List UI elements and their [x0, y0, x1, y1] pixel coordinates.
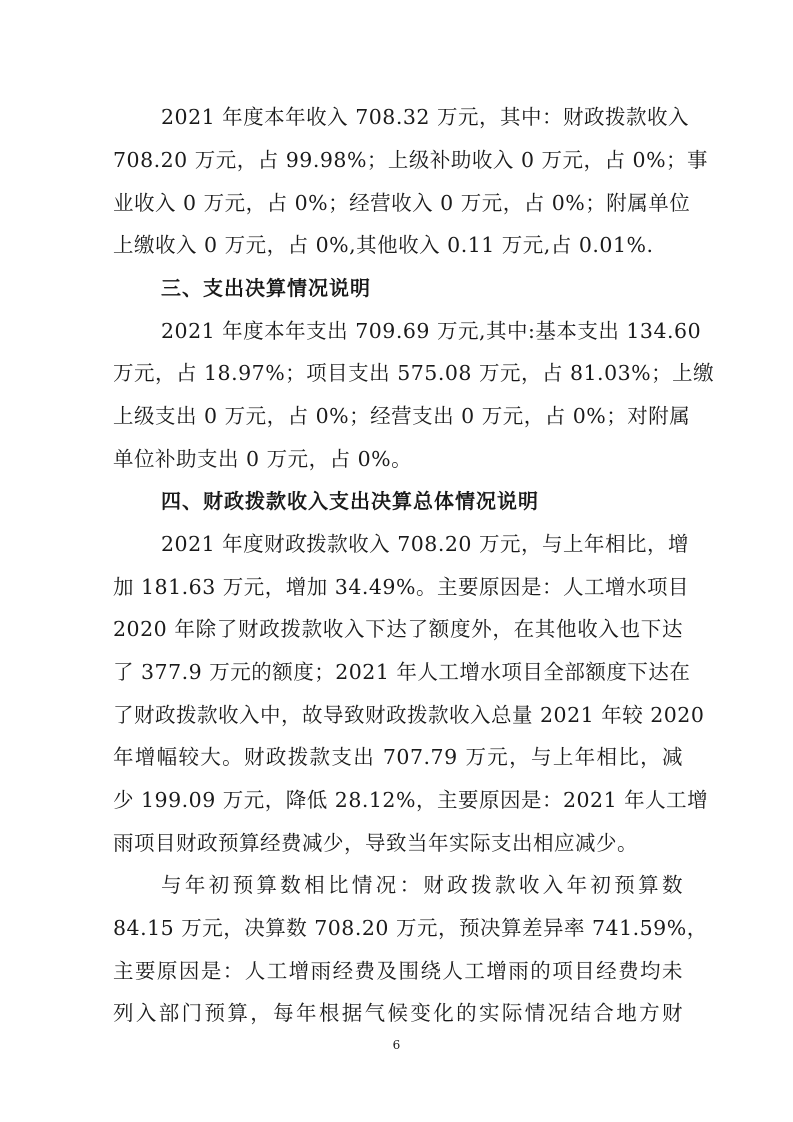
text-line: 上级支出 0 万元，占 0%；经营支出 0 万元，占 0%；对附属: [113, 404, 691, 428]
text-line: 2021 年度本年收入 708.32 万元，其中：财政拨款收入: [161, 105, 689, 129]
text-line: 单位补助支出 0 万元，占 0%。: [113, 447, 413, 471]
text-line: 与年初预算数相比情况：财政拨款收入年初预算数: [161, 873, 683, 897]
section-heading-expenditure: 三、支出决算情况说明: [161, 276, 371, 300]
section-heading-fiscal-appropriation: 四、财政拨款收入支出决算总体情况说明: [161, 489, 539, 513]
text-line: 业收入 0 万元，占 0%；经营收入 0 万元，占 0%；附属单位: [113, 191, 691, 215]
page-number: 6: [392, 1038, 401, 1052]
text-line: 上缴收入 0 万元，占 0%,其他收入 0.11 万元,占 0.01%.: [113, 233, 654, 257]
text-line: 84.15 万元，决算数 708.20 万元，预决算差异率 741.59%，: [113, 916, 708, 940]
text-line: 708.20 万元，占 99.98%；上级补助收入 0 万元，占 0%；事: [113, 148, 709, 172]
text-line: 主要原因是：人工增雨经费及围绕人工增雨的项目经费均未: [113, 959, 683, 983]
text-line: 雨项目财政预算经费减少，导致当年实际支出相应减少。: [113, 831, 638, 855]
text-line: 年增幅较大。财政拨款支出 707.79 万元，与上年相比，减: [113, 745, 683, 769]
text-line: 了财政拨款收入中，故导致财政拨款收入总量 2021 年较 2020: [113, 703, 705, 727]
text-line: 2021 年度本年支出 709.69 万元,其中:基本支出 134.60: [161, 319, 702, 343]
text-line: 列入部门预算，每年根据气候变化的实际情况结合地方财: [113, 1001, 683, 1025]
text-line: 加 181.63 万元，增加 34.49%。主要原因是：人工增水项目: [113, 575, 689, 599]
text-line: 2021 年度财政拨款收入 708.20 万元，与上年相比，增: [161, 532, 689, 556]
text-line: 了 377.9 万元的额度；2021 年人工增水项目全部额度下达在: [113, 660, 691, 684]
text-line: 万元，占 18.97%；项目支出 575.08 万元，占 81.03%；上缴: [113, 361, 715, 385]
text-line: 2020 年除了财政拨款收入下达了额度外，在其他收入也下达: [113, 617, 683, 641]
text-line: 少 199.09 万元，降低 28.12%，主要原因是：2021 年人工增: [113, 788, 709, 812]
